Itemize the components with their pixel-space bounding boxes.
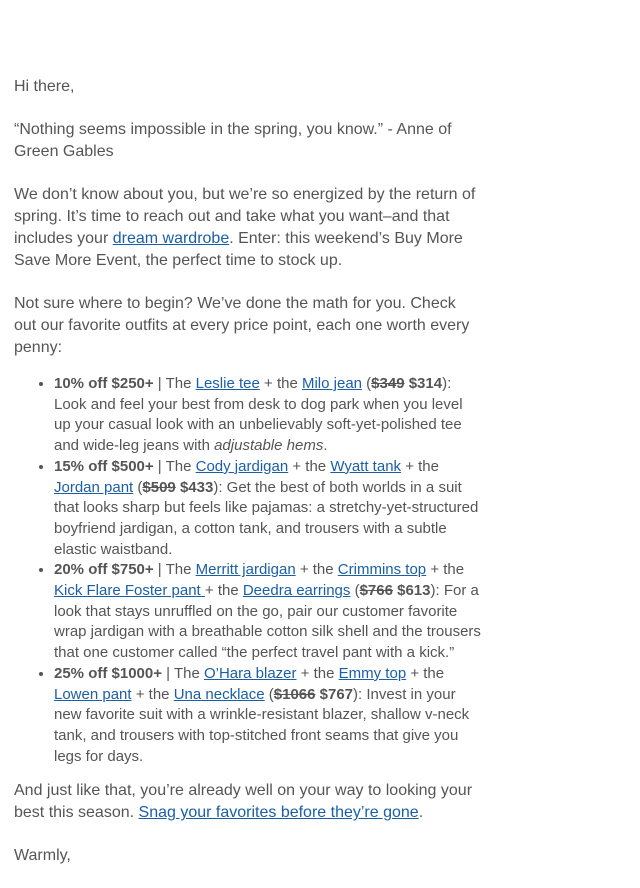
product-link-leslie-tee[interactable]: Leslie tee [195,375,260,392]
new-price: $314 [408,375,443,392]
snag-favorites-link[interactable]: Snag your favorites before they’re gone [138,804,419,822]
product-link-crimmins-top[interactable]: Crimmins top [337,561,427,579]
offer-tier: 10% off $250+ [54,375,154,392]
new-price: $613 [397,582,431,600]
product-link-ohara-blazer[interactable]: O’Hara blazer [203,664,297,682]
offer-tier: 20% off $750+ [54,561,154,579]
product-link-kick-flare-foster-pant[interactable]: Kick Flare Foster pant [54,582,205,600]
signoff: Warmly, [14,847,71,865]
offer-item-20-percent: • 20% off $750+ | The Merritt jardigan + the Crimmins top + the Kick Flare Foster pant + the Deedra earrings ($766 $613): For a look that stays unruffled on the go, pair our customer favorite wrap jardigan with a breathable cotton silk shell and the trousers that one customer called “the perfect travel pant with a kick.” [54,560,482,664]
offer-item-15-percent: • 15% off $500+ | The Cody jardigan + the Wyatt tank + the Jordan pant ($509 $433): Get the best of both worlds in a suit that looks sharp but feels like pajamas: a stretchy-yet-structured boyfriend jardigan, a cotton tank, and trousers with a subtle elastic waistband. [54,457,482,561]
offer-item-25-percent: • 25% off $1000+ | The O’Hara blazer + the Emmy top + the Lowen pant + the Una necklace ($1066 $767): Invest in your new favorite suit with a wrinkle-resistant blazer, shallow v-neck tank, and trousers with top-stitched front seams that give you legs for days. [54,664,482,768]
old-price: $1066 [273,685,316,703]
product-link-una-necklace[interactable]: Una necklace [173,685,265,703]
intro-paragraph: We don’t know about you, but we’re so energized by the return of spring. It’s time to reach out and take what you want–and that includes your dream wardrobe. Enter: this weekend’s Buy More Save More Event, the perfect time to stock up. [14,186,476,269]
product-link-milo-jean[interactable]: Milo jean [301,375,362,392]
offer-tier: 15% off $500+ [54,457,154,475]
product-link-cody-jardigan[interactable]: Cody jardigan [195,457,289,475]
email-body [14,76,482,888]
product-link-wyatt-tank[interactable]: Wyatt tank [330,457,402,475]
old-price: $509 [142,478,176,496]
new-price: $433 [179,478,214,496]
product-link-jordan-pant[interactable]: Jordan pant [54,478,134,496]
product-link-lowen-pant[interactable]: Lowen pant [54,685,132,703]
offer-tier: 25% off $1000+ [54,664,162,682]
product-link-deedra-earrings[interactable]: Deedra earrings [242,582,351,600]
greeting: Hi there, [14,78,75,95]
new-price: $767 [319,685,354,703]
quote: “Nothing seems impossible in the spring, you know.” - Anne of Green Gables [14,121,452,160]
offer-list [14,374,482,767]
product-link-emmy-top[interactable]: Emmy top [338,664,407,682]
old-price: $349 [371,375,405,392]
product-link-merritt-jardigan[interactable]: Merritt jardigan [195,561,296,579]
lead-paragraph: Not sure where to begin? We’ve done the math for you. Check out our favorite outfits at every price point, each one worth every penny: [14,295,470,356]
old-price: $766 [359,582,393,600]
offer-item-10-percent: • 10% off $250+ | The Leslie tee + the Milo jean ($349 $314): Look and feel your best from desk to dog park when you level up your casual look with an unbelievably soft-yet-polished tee and wide-leg jeans with adjustable hems. [54,374,482,457]
dream-wardrobe-link[interactable]: dream wardrobe [112,230,230,247]
closing-paragraph: And just like that, you’re already well on your way to looking your best this season. Snag your favorites before they’re gone. [14,782,473,822]
